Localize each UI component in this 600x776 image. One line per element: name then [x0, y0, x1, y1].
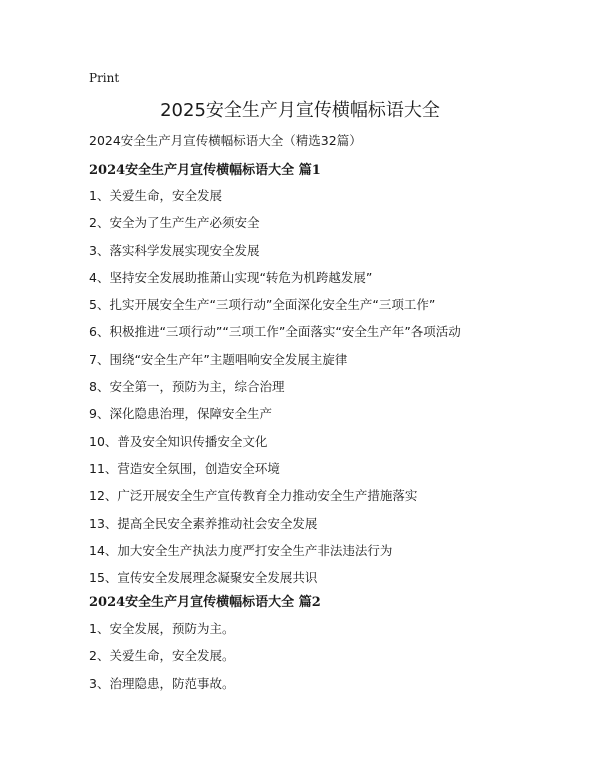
- list-item: 3、治理隐患，防范事故。: [89, 675, 235, 691]
- list-item: 4、坚持安全发展助推萧山实现“转危为机跨越发展”: [89, 269, 373, 285]
- list-item: 11、营造安全氛围，创造安全环境: [89, 460, 280, 476]
- page-title: 2025安全生产月宣传横幅标语大全: [160, 100, 440, 121]
- list-item: 2、关爱生命，安全发展。: [89, 648, 235, 664]
- list-item: 3、落实科学发展实现安全发展: [89, 242, 260, 258]
- slogan-list-1: [89, 187, 461, 596]
- list-item: 10、普及安全知识传播安全文化: [89, 433, 268, 449]
- list-item: 8、安全第一，预防为主，综合治理: [89, 379, 285, 395]
- subtitle: 2024安全生产月宣传横幅标语大全（精选32篇）: [89, 133, 362, 148]
- list-item: 1、关爱生命，安全发展: [89, 188, 222, 203]
- list-item: 12、广泛开展安全生产宣传教育全力推动安全生产措施落实: [89, 488, 418, 504]
- list-item: 7、围绕“安全生产年”主题唱响安全发展主旋律: [89, 351, 348, 367]
- list-item: 5、扎实开展安全生产“三项行动”全面深化安全生产“三项工作”: [89, 297, 436, 313]
- list-item: 2、安全为了生产生产必须安全: [89, 215, 260, 231]
- print-label[interactable]: Print: [89, 71, 120, 85]
- list-item: 1、安全发展，预防为主。: [89, 621, 235, 636]
- list-item: 13、提高全民安全素养推动社会安全发展: [89, 515, 318, 531]
- list-item: 9、深化隐患治理，保障安全生产: [89, 406, 272, 422]
- list-item: 14、加大安全生产执法力度严打安全生产非法违法行为: [89, 542, 393, 558]
- slogan-list-2: [89, 620, 234, 702]
- section-heading-2: 2024安全生产月宣传横幅标语大全 篇2: [89, 595, 321, 610]
- list-item: 15、宣传安全发展理念凝聚安全发展共识: [89, 570, 318, 586]
- section-heading-1: 2024安全生产月宣传横幅标语大全 篇1: [89, 163, 321, 178]
- list-item: 6、积极推进“三项行动”“三项工作”全面落实“安全生产年”各项活动: [89, 324, 461, 340]
